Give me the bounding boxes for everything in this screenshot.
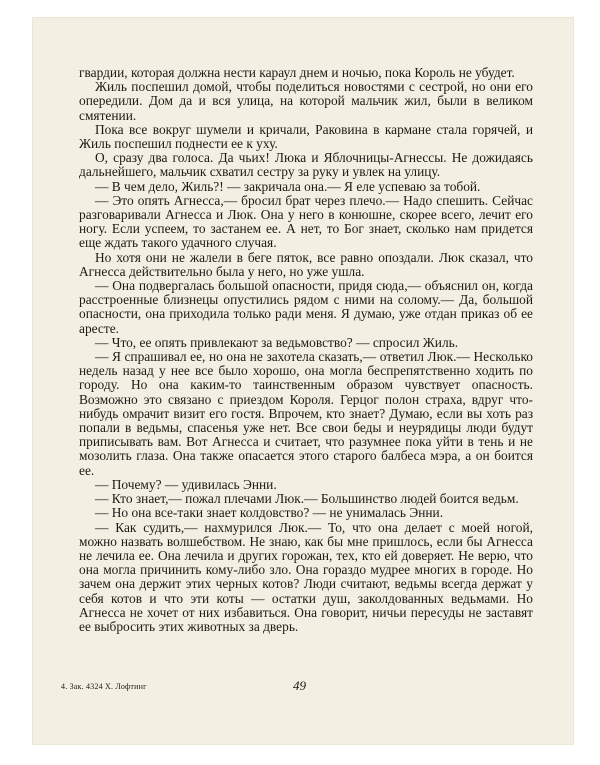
paragraph-4: О, сразу два голоса. Да чьих! Люка и Яблочницы-Агнессы. Не дожидаясь дальнейшего, мальчик схватил сестру за руку и увлек на улицу. [79, 150, 533, 180]
paragraph-1: гвардии, которая должна нести караул днем и ночью, пока Король не убудет. [79, 65, 515, 80]
paragraph-5: — В чем дело, Жиль?! — закричала она.— Я еле успеваю за тобой. [95, 178, 481, 194]
paragraph-7: Но хотя они не жалели в беге пяток, все равно опоздали. Люк сказал, что Агнесса действительно была у него, но уже ушла. [79, 249, 533, 279]
paragraph-8: — Она подвергалась большой опасности, придя сюда,— объяснил он, когда расстроенные близнецы опустились рядом с ними на солому.— Да, большой опасности, она приходила только ради меня. Я думаю, уже отдан приказ об ее аресте. [79, 278, 533, 336]
page-body-text [79, 66, 533, 634]
paragraph-13: — Но она все-таки знает колдовство? — не унималась Энни. [95, 505, 444, 521]
paragraph-14: — Как судить,— нахмурился Люк.— То, что она делает с моей ногой, можно назвать волшебством. Не знаю, как бы мне пришлось, если бы Агнесса не лечила ее. Она лечила и других горожан, тех, кто ей доверяет. Не верю, что она могла причинить кому-либо зло. Она гораздо мудрее многих в городе. Но зачем она держит этих черных котов? Люди считают, ведьмы всегда держат у себя котов и что эти коты — остатки душ, заколдованных ведьмами. Но Агнесса не хочет от них избавиться. Она говорит, ничьи пересуды не заставят ее выбросить этих животных за дверь. [79, 519, 533, 634]
paragraph-3: Пока все вокруг шумели и кричали, Раковина в кармане стала горячей, и Жиль поспешил поднести ее к уху. [79, 121, 533, 152]
page-footer [61, 678, 541, 698]
paragraph-9: — Что, ее опять привлекают за ведьмовство? — спросил Жиль. [95, 334, 459, 350]
paragraph-11: — Почему? — удивилась Энни. [95, 476, 277, 492]
paragraph-6: — Это опять Агнесса,— бросил брат через плечо.— Надо спешить. Сейчас разговаривали Агнесса и Люк. Она у него в конюшне, скорее всего, лечит его ногу. Если успеем, то застанем ее. А нет, то Бог знает, сколько нам придется еще ждать такого удачного случая. [79, 192, 533, 251]
paragraph-10: — Я спрашивал ее, но она не захотела сказать,— ответил Люк.— Несколько недель назад у нее все было хорошо, она могла беспрепятственно ходить по городу. Но она каким-то таинственным образом чувствует опасность. Возможно это связано с приездом Короля. Герцог полон страха, вдруг что-нибудь омрачит визит его гостя. Впрочем, кто знает? Думаю, если вы хоть раз попали в ведьмы, спасенья уже нет. Все свои беды и неурядицы люди будут приписывать вам. Вот Агнесса и считает, что разумнее пока уйти в тень и не мозолить глаза. Она также опасается этого старого балбеса мэра, а он боится ее. [79, 349, 533, 478]
paragraph-12: — Кто знает,— пожал плечами Люк.— Большинство людей боится ведьм. [95, 491, 519, 507]
paragraph-2: Жиль поспешил домой, чтобы поделиться новостями с сестрой, но они его опередили. Дом да и вся улица, на которой мальчик жил, были в великом смятении. [79, 79, 533, 123]
printer-signature: 4. Зак. 4324 Х. Лофтинг [61, 682, 147, 691]
page-number: 49 [293, 678, 306, 693]
book-page [33, 18, 573, 744]
